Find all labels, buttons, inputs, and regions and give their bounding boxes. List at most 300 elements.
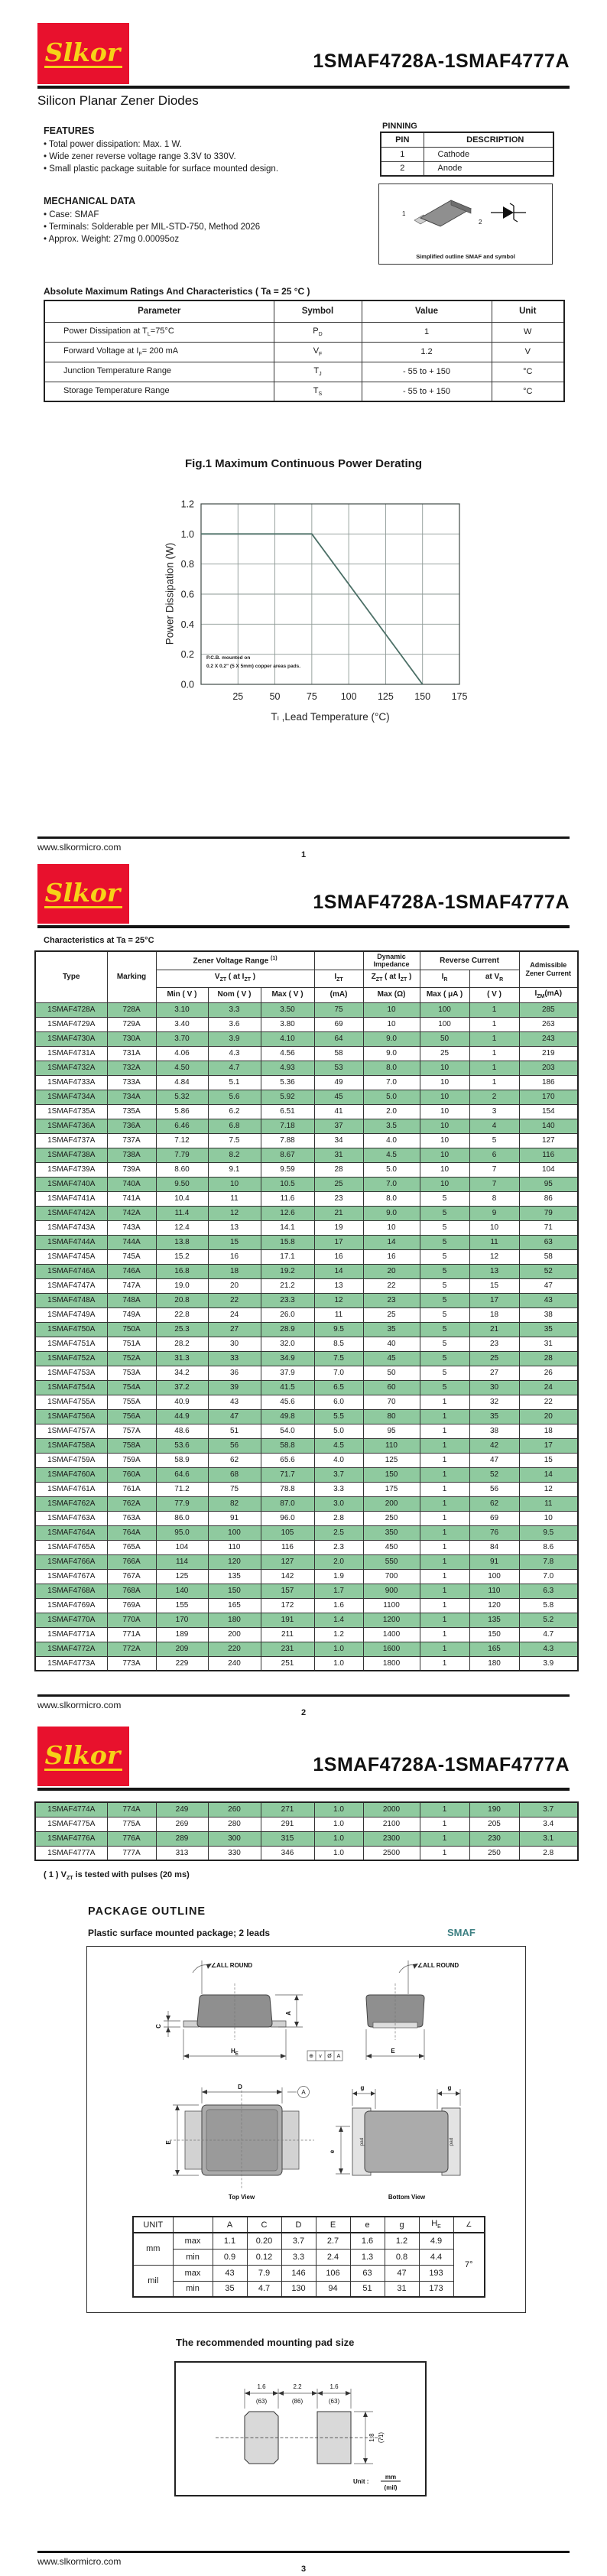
- abs-max-row: [44, 382, 564, 401]
- table-cell: 1: [420, 1496, 469, 1511]
- table-cell: 735A: [107, 1104, 156, 1119]
- pad-width-right: 1.6: [329, 2383, 339, 2390]
- table-cell: 7.0: [363, 1075, 420, 1090]
- table-cell: 22: [519, 1395, 578, 1409]
- table-cell: 900: [363, 1584, 420, 1598]
- table-cell: 2.5: [314, 1525, 363, 1540]
- mechanical-item: • Case: SMAF: [44, 210, 99, 219]
- y-tick-label: 0.0: [180, 679, 194, 690]
- table-cell: 7.5: [314, 1351, 363, 1366]
- value-cell: - 55 to + 150: [362, 362, 492, 382]
- table-cell: 86.0: [156, 1511, 208, 1525]
- table-cell: 1SMAF4742A: [35, 1206, 107, 1220]
- table-row: [35, 1554, 578, 1569]
- value-cell: - 55 to + 150: [362, 382, 492, 401]
- y-tick-label: 1.0: [180, 528, 194, 540]
- table-cell: 1.0: [314, 1656, 363, 1671]
- table-cell: 750A: [107, 1322, 156, 1337]
- table-cell: 12: [519, 1482, 578, 1496]
- table-cell: 165: [469, 1642, 519, 1656]
- table-cell: 2000: [363, 1802, 420, 1817]
- abs-max-row: [44, 362, 564, 382]
- table-cell: 5: [420, 1380, 469, 1395]
- table-cell: 9.0: [363, 1206, 420, 1220]
- table-cell: 1: [420, 1409, 469, 1424]
- table-cell: 1: [469, 1031, 519, 1046]
- table-row: [35, 1322, 578, 1337]
- abs-max-row: [44, 322, 564, 342]
- table-cell: 18: [519, 1424, 578, 1438]
- table-cell: 18: [208, 1264, 261, 1278]
- table-cell: 25: [420, 1046, 469, 1061]
- subheader-min: Min ( V ): [156, 987, 208, 1002]
- table-cell: 1.7: [314, 1584, 363, 1598]
- table-cell: 4.0: [314, 1453, 363, 1467]
- table-cell: 1SMAF4763A: [35, 1511, 107, 1525]
- table-cell: 34.2: [156, 1366, 208, 1380]
- table-cell: 1.0: [314, 1846, 363, 1860]
- x-tick-label: 125: [377, 691, 394, 702]
- table-cell: 200: [208, 1627, 261, 1642]
- table-row: [35, 1148, 578, 1162]
- dims-max-label: max: [173, 2265, 213, 2281]
- table-row: [35, 1133, 578, 1148]
- table-cell: 1.2: [314, 1627, 363, 1642]
- abs-max-row: [44, 342, 564, 362]
- col-header-type: Type: [35, 951, 107, 1002]
- table-cell: 114: [156, 1554, 208, 1569]
- table-cell: 732A: [107, 1061, 156, 1075]
- table-row: [35, 1075, 578, 1090]
- mechanical-list: [44, 209, 260, 245]
- package-and-symbol-drawing: [379, 184, 553, 244]
- x-tick-label: 175: [451, 691, 468, 702]
- table-cell: 6.2: [208, 1104, 261, 1119]
- table-cell: 10: [469, 1220, 519, 1235]
- table-row: [35, 1525, 578, 1540]
- table-cell: 10: [420, 1177, 469, 1191]
- col-header-vzt: $V_{ZT}$ ( at $I_{ZT}$ ): [156, 970, 314, 987]
- table-cell: 4.7: [208, 1061, 261, 1075]
- table-cell: 19: [314, 1220, 363, 1235]
- side-view-lead-left: [183, 2021, 199, 2027]
- abs-max-table: [44, 300, 565, 402]
- table-cell: 271: [261, 1802, 314, 1817]
- unit-cell: W: [492, 322, 564, 342]
- y-tick-label: 0.4: [180, 619, 194, 630]
- table-cell: 737A: [107, 1133, 156, 1148]
- symbol-cell: $P_D$: [274, 322, 362, 342]
- table-cell: 3.9: [519, 1656, 578, 1671]
- table-cell: 1SMAF4771A: [35, 1627, 107, 1642]
- table-cell: 7.8: [519, 1554, 578, 1569]
- table-cell: 1: [469, 1046, 519, 1061]
- table-cell: 759A: [107, 1453, 156, 1467]
- table-cell: 21: [314, 1206, 363, 1220]
- table-row: [35, 1817, 578, 1831]
- table-row: [35, 1220, 578, 1235]
- table-row: [35, 1264, 578, 1278]
- symbol-cell: $T_S$: [274, 382, 362, 401]
- brand-logo-text: Slkor: [44, 880, 123, 908]
- table-cell: 1: [420, 1540, 469, 1554]
- table-row: [35, 1119, 578, 1133]
- pad-height-mil: (71): [378, 2431, 385, 2444]
- table-cell: 8.2: [208, 1148, 261, 1162]
- table-row: [35, 1061, 578, 1075]
- unit-mm: mm: [385, 2474, 397, 2480]
- table-cell: 38: [519, 1307, 578, 1322]
- table-cell: 1: [420, 1598, 469, 1613]
- table-cell: 5.5: [314, 1409, 363, 1424]
- x-tick-label: 150: [414, 691, 431, 702]
- table-row: [35, 1090, 578, 1104]
- features-list: [44, 138, 278, 175]
- table-cell: 56: [208, 1438, 261, 1453]
- table-cell: 70: [363, 1395, 420, 1409]
- table-cell: 12: [469, 1249, 519, 1264]
- dims-row-mm-min: [133, 2249, 485, 2265]
- table-row: [35, 1380, 578, 1395]
- table-cell: 738A: [107, 1148, 156, 1162]
- dims-col-angle: ∠: [453, 2217, 485, 2233]
- table-cell: 26.0: [261, 1307, 314, 1322]
- characteristics-table: [34, 950, 579, 1671]
- table-cell: 7.5: [208, 1133, 261, 1148]
- table-cell: 35: [363, 1322, 420, 1337]
- parameter-cell: Storage Temperature Range: [44, 382, 274, 401]
- parameter-cell: Power Dissipation at $T_L=75^\circ C$: [44, 322, 274, 342]
- table-cell: 5: [420, 1307, 469, 1322]
- dims-angle-value: 7°: [453, 2233, 485, 2297]
- table-cell: 289: [156, 1831, 208, 1846]
- bottom-view-label: Bottom View: [388, 2194, 426, 2201]
- table-cell: 20.8: [156, 1293, 208, 1307]
- table-cell: 5: [420, 1235, 469, 1249]
- dims-col-he: $H_E$: [419, 2217, 453, 2233]
- table-cell: 1SMAF4750A: [35, 1322, 107, 1337]
- table-row: [35, 1351, 578, 1366]
- table-cell: 36: [208, 1366, 261, 1380]
- table-cell: 747A: [107, 1278, 156, 1293]
- table-cell: 71.7: [261, 1467, 314, 1482]
- subheader-izm: $I_{ZM}(mA)$: [519, 987, 578, 1002]
- table-cell: 5: [469, 1133, 519, 1148]
- table-cell: 170: [519, 1090, 578, 1104]
- table-cell: 43: [208, 1395, 261, 1409]
- table-cell: 313: [156, 1846, 208, 1860]
- table-cell: 9.59: [261, 1162, 314, 1177]
- svg-text:A: A: [336, 2054, 341, 2059]
- table-cell: 11: [314, 1307, 363, 1322]
- col-header-izt: $I_{ZT}$: [314, 970, 363, 987]
- derating-chart-plot: [149, 491, 470, 728]
- table-cell: 14: [363, 1235, 420, 1249]
- table-cell: 32: [469, 1395, 519, 1409]
- table-cell: 203: [519, 1061, 578, 1075]
- table-cell: 1: [420, 1642, 469, 1656]
- table-row: [35, 1467, 578, 1482]
- table-cell: 125: [363, 1453, 420, 1467]
- table-cell: 9.1: [208, 1162, 261, 1177]
- table-cell: 3.50: [261, 1002, 314, 1017]
- table-cell: 150: [208, 1584, 261, 1598]
- table-cell: 62: [208, 1453, 261, 1467]
- svg-text:⊕: ⊕: [309, 2054, 313, 2059]
- table-cell: 94: [316, 2281, 350, 2297]
- table-cell: 761A: [107, 1482, 156, 1496]
- dims-col-e2: e: [350, 2217, 385, 2233]
- all-round-label: ∠ALL ROUND: [211, 1962, 253, 1969]
- table-cell: 4.5: [363, 1148, 420, 1162]
- table-cell: 10: [363, 1017, 420, 1031]
- table-cell: 42: [469, 1438, 519, 1453]
- table-cell: 28.9: [261, 1322, 314, 1337]
- table-cell: 40.9: [156, 1395, 208, 1409]
- table-row: [35, 1453, 578, 1467]
- y-axis-label: Power Dissipation (W): [164, 542, 176, 645]
- table-cell: 1.2: [385, 2233, 419, 2249]
- pad-label: pad: [449, 2137, 454, 2146]
- table-cell: 10: [363, 1220, 420, 1235]
- table-cell: 7.9: [247, 2265, 281, 2281]
- table-cell: 3.3: [281, 2249, 316, 2265]
- table-cell: 150: [469, 1627, 519, 1642]
- table-cell: 205: [469, 1817, 519, 1831]
- table-cell: 3.3: [208, 1002, 261, 1017]
- table-cell: 1SMAF4748A: [35, 1293, 107, 1307]
- pin-number: 2: [381, 161, 424, 176]
- table-cell: 8: [469, 1191, 519, 1206]
- table-cell: 65.6: [261, 1453, 314, 1467]
- table-cell: 43: [213, 2265, 247, 2281]
- table-cell: 5: [420, 1337, 469, 1351]
- table-cell: 56: [469, 1482, 519, 1496]
- table-cell: 142: [261, 1569, 314, 1584]
- table-cell: 1600: [363, 1642, 420, 1656]
- table-cell: 733A: [107, 1075, 156, 1090]
- table-row: [35, 1627, 578, 1642]
- table-cell: 80: [363, 1409, 420, 1424]
- pinning-row: [381, 147, 553, 161]
- table-cell: 756A: [107, 1409, 156, 1424]
- col-header-dynamic-impedance: Dynamic Impedance: [363, 951, 420, 970]
- characteristics-caption: Characteristics at Ta = 25°C: [44, 936, 154, 945]
- brand-logo-text: Slkor: [44, 1743, 123, 1771]
- dim-e-small-label: e: [329, 2149, 336, 2154]
- table-cell: 110: [208, 1540, 261, 1554]
- table-cell: 755A: [107, 1395, 156, 1409]
- brand-logo-text: Slkor: [44, 40, 123, 68]
- col-header-symbol: Symbol: [274, 300, 362, 322]
- table-cell: 191: [261, 1613, 314, 1627]
- pinning-heading: PINNING: [382, 122, 417, 131]
- table-cell: 7.79: [156, 1148, 208, 1162]
- table-cell: 8.0: [363, 1191, 420, 1206]
- table-cell: 0.20: [247, 2233, 281, 2249]
- table-cell: 1: [420, 1802, 469, 1817]
- table-cell: 38: [469, 1424, 519, 1438]
- table-cell: 64: [314, 1031, 363, 1046]
- col-header-admissible-zener-current: Admissible Zener Current: [519, 951, 578, 987]
- pad-width-left: 1.6: [257, 2383, 266, 2390]
- figure-title: Fig.1 Maximum Continuous Power Derating: [184, 457, 423, 470]
- table-cell: 52: [469, 1467, 519, 1482]
- dim-e-label: E: [391, 2048, 395, 2055]
- table-cell: 69: [469, 1511, 519, 1525]
- table-cell: 39: [208, 1380, 261, 1395]
- pinning-row: [381, 161, 553, 176]
- table-cell: 1SMAF4739A: [35, 1162, 107, 1177]
- top-view-label: Top View: [228, 2194, 255, 2201]
- mounting-pad-drawing: [176, 2363, 425, 2495]
- table-row: [35, 1846, 578, 1860]
- derating-chart: [149, 491, 470, 728]
- subheader-max: Max ( V ): [261, 987, 314, 1002]
- table-row: [35, 1569, 578, 1584]
- table-row: [35, 1511, 578, 1525]
- table-row: [35, 1642, 578, 1656]
- table-cell: 2.0: [363, 1104, 420, 1119]
- table-cell: 100: [208, 1525, 261, 1540]
- table-cell: 1SMAF4751A: [35, 1337, 107, 1351]
- table-cell: 5.0: [314, 1424, 363, 1438]
- table-cell: 20: [208, 1278, 261, 1293]
- table-cell: 250: [363, 1511, 420, 1525]
- table-cell: 729A: [107, 1017, 156, 1031]
- table-cell: 700: [363, 1569, 420, 1584]
- table-cell: 1: [469, 1061, 519, 1075]
- table-cell: 75: [314, 1002, 363, 1017]
- pad-gap: 2.2: [293, 2383, 302, 2390]
- table-cell: 45.6: [261, 1395, 314, 1409]
- table-cell: 1SMAF4747A: [35, 1278, 107, 1293]
- table-row: [35, 1249, 578, 1264]
- table-cell: 1.3: [350, 2249, 385, 2265]
- table-cell: 1SMAF4746A: [35, 1264, 107, 1278]
- table-cell: 773A: [107, 1656, 156, 1671]
- mounting-pad-box: [174, 2361, 427, 2496]
- table-cell: 23: [363, 1293, 420, 1307]
- table-cell: 15: [208, 1235, 261, 1249]
- table-cell: 1SMAF4734A: [35, 1090, 107, 1104]
- table-cell: 0.8: [385, 2249, 419, 2265]
- footer-website: www.slkormicro.com: [37, 842, 122, 853]
- x-tick-label: 25: [232, 691, 244, 702]
- table-cell: 5.0: [363, 1162, 420, 1177]
- table-cell: 229: [156, 1656, 208, 1671]
- table-cell: 1SMAF4743A: [35, 1220, 107, 1235]
- table-cell: 1SMAF4731A: [35, 1046, 107, 1061]
- parameter-cell: Junction Temperature Range: [44, 362, 274, 382]
- table-cell: 731A: [107, 1046, 156, 1061]
- table-cell: 1SMAF4769A: [35, 1598, 107, 1613]
- table-cell: 2.4: [316, 2249, 350, 2265]
- col-header-ir: $I_R$: [420, 970, 469, 987]
- parameter-cell: Forward Voltage at $I_F= 200$ mA: [44, 342, 274, 362]
- table-cell: 4.0: [363, 1133, 420, 1148]
- subheader-max-ohm: Max (Ω): [363, 987, 420, 1002]
- svg-text:Ø: Ø: [327, 2054, 332, 2059]
- table-cell: 1100: [363, 1598, 420, 1613]
- table-cell: 3.7: [519, 1802, 578, 1817]
- table-cell: 130: [281, 2281, 316, 2297]
- table-cell: 1: [420, 1569, 469, 1584]
- outline-caption: Simplified outline SMAF and symbol: [416, 253, 515, 260]
- table-cell: 1SMAF4765A: [35, 1540, 107, 1554]
- dims-max-label: max: [173, 2233, 213, 2249]
- col-header-reverse-current: Reverse Current: [420, 951, 519, 970]
- dim-g-label: g: [360, 2084, 365, 2091]
- table-cell: 5.6: [208, 1090, 261, 1104]
- table-cell: 3.40: [156, 1017, 208, 1031]
- table-cell: 744A: [107, 1235, 156, 1249]
- pin-description: Cathode: [424, 147, 553, 161]
- table-cell: 51: [208, 1424, 261, 1438]
- feature-item: • Total power dissipation: Max. 1 W.: [44, 140, 182, 149]
- table-cell: 1: [420, 1817, 469, 1831]
- table-cell: 77.9: [156, 1496, 208, 1511]
- table-cell: 1: [420, 1482, 469, 1496]
- table-cell: 300: [208, 1831, 261, 1846]
- table-cell: 4.3: [208, 1046, 261, 1061]
- table-row: [35, 1482, 578, 1496]
- unit-mil: (mil): [384, 2484, 398, 2491]
- table-cell: 31: [314, 1148, 363, 1162]
- table-cell: 0.9: [213, 2249, 247, 2265]
- package-symbol-box: [378, 184, 553, 265]
- table-cell: 33: [208, 1351, 261, 1366]
- dim-e-label: E: [165, 2140, 172, 2145]
- table-cell: 11.6: [261, 1191, 314, 1206]
- table-cell: 1SMAF4773A: [35, 1656, 107, 1671]
- dim-g-label: g: [447, 2084, 452, 2091]
- table-cell: 1SMAF4741A: [35, 1191, 107, 1206]
- table-row: [35, 1235, 578, 1249]
- table-cell: 736A: [107, 1119, 156, 1133]
- table-cell: 106: [316, 2265, 350, 2281]
- package-outline-box: [86, 1946, 526, 2313]
- table-cell: 4.5: [314, 1438, 363, 1453]
- table-cell: 760A: [107, 1467, 156, 1482]
- table-cell: 17: [314, 1235, 363, 1249]
- table-cell: 189: [156, 1627, 208, 1642]
- table-cell: 758A: [107, 1438, 156, 1453]
- table-cell: 764A: [107, 1525, 156, 1540]
- table-cell: 116: [519, 1148, 578, 1162]
- unit-label: Unit :: [353, 2478, 369, 2485]
- table-cell: 12: [208, 1206, 261, 1220]
- table-cell: 68: [208, 1467, 261, 1482]
- table-cell: 31.3: [156, 1351, 208, 1366]
- table-cell: 5: [420, 1264, 469, 1278]
- mechanical-item: • Terminals: Solderable per MIL-STD-750, Method 2026: [44, 223, 261, 232]
- table-cell: 6.3: [519, 1584, 578, 1598]
- table-cell: 63: [519, 1235, 578, 1249]
- table-cell: 15: [519, 1453, 578, 1467]
- table-cell: 1: [420, 1846, 469, 1860]
- header-rule: [37, 1788, 570, 1791]
- table-cell: 728A: [107, 1002, 156, 1017]
- feature-item: • Small plastic package suitable for surface mounted design.: [44, 164, 279, 174]
- table-cell: 13.8: [156, 1235, 208, 1249]
- table-cell: 220: [208, 1642, 261, 1656]
- table-cell: 767A: [107, 1569, 156, 1584]
- package-outline-subtitle: Plastic surface mounted package; 2 leads: [88, 1928, 271, 1938]
- subheader-nom: Nom ( V ): [208, 987, 261, 1002]
- table-cell: 1.0: [314, 1831, 363, 1846]
- dims-col-e: E: [316, 2217, 350, 2233]
